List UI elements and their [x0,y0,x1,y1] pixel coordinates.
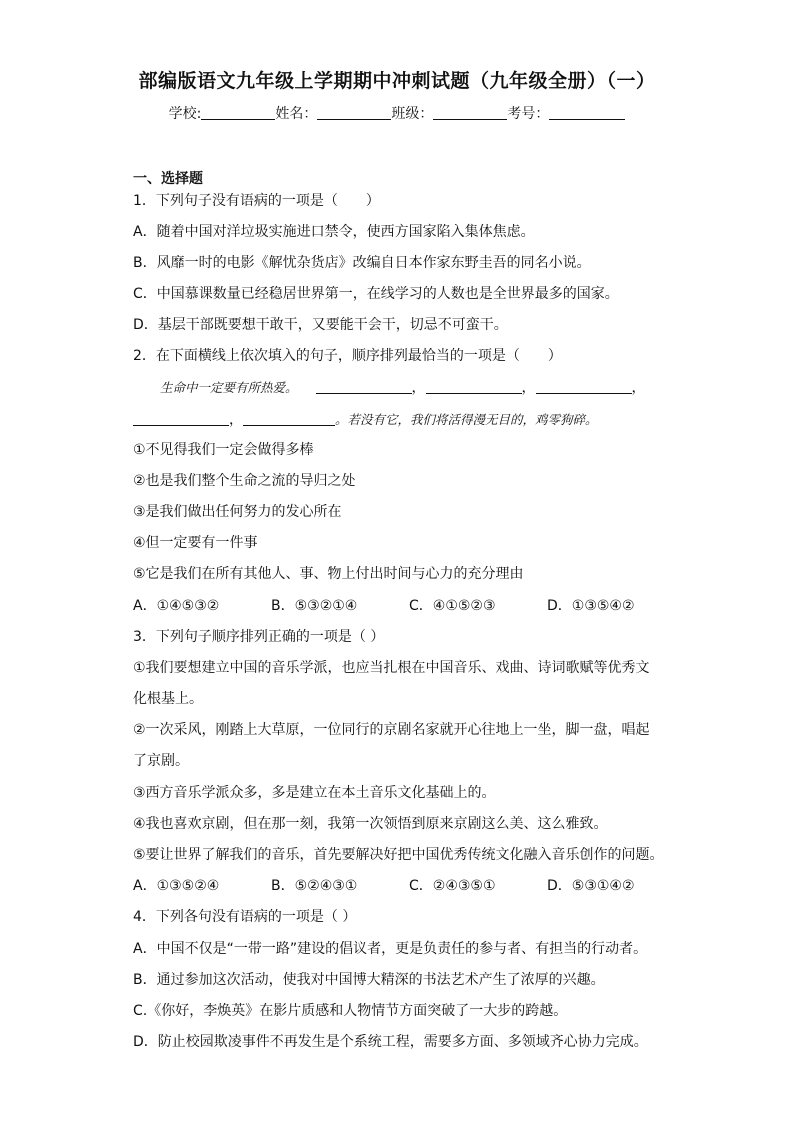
q2-blank-1[interactable] [316,379,412,394]
q2-comma-4: ， [229,412,243,428]
q3-option-c: C．②④③⑤① [409,878,496,894]
q3-option-a: A．①③⑤②④ [133,878,220,894]
q2-option-c: C．④①⑤②③ [409,598,496,614]
class-label: 班级： [391,106,434,122]
q2-item-1: ①不见得我们一定会做得多棒 [133,442,314,458]
q2-passage-line-1 [160,378,646,398]
q4-option-d: D．防止校园欺凌事件不再发生是个系统工程，需要多方面、多领域齐心协力完成。 [133,1034,648,1050]
q2-blank-2[interactable] [426,379,522,394]
q2-item-4: ④但一定要有一件事 [133,535,258,551]
q2-item-3: ③是我们做出任何努力的发心所在 [133,504,342,520]
q4-option-c: C.《你好，李焕英》在影片质感和人物情节方面突破了一大步的跨越。 [133,1003,568,1019]
q3-item-1-line-2: 化根基上。 [133,691,203,707]
q2-comma-3: ， [631,380,646,396]
student-info-line [0,103,794,123]
q2-comma-1: ， [411,380,426,396]
q2-blank-4[interactable] [133,411,229,426]
q2-option-a: A．①④⑤③② [133,598,220,614]
page-title: 部编版语文九年级上学期期中冲刺试题（九年级全册）（一） [138,70,656,92]
q3-stem: 3．下列句子顺序排列正确的一项是（ ） [133,629,385,645]
q2-item-2: ②也是我们整个生命之流的导归之处 [133,473,356,489]
q2-stem: 2．在下面横线上依次填入的句子，顺序排列最恰当的一项是（ ） [133,348,562,364]
q2-comma-2: ， [521,380,536,396]
q3-item-4: ④我也喜欢京剧，但在那一刻，我第一次领悟到原来京剧这么美、这么雅致。 [133,816,608,832]
q1-option-a: A．随着中国对洋垃圾实施进口禁令，使西方国家陷入集体焦虑。 [133,224,535,240]
exam-number-blank[interactable] [549,105,625,120]
name-label: 姓名： [275,106,318,122]
q3-item-1-line-1: ①我们要想建立中国的音乐学派，也应当扎根在中国音乐、戏曲、诗词歌赋等优秀文 [133,660,650,676]
name-blank[interactable] [317,105,391,120]
q3-item-2-line-2: 了京剧。 [133,753,189,769]
q1-option-c: C．中国慕课数量已经稳居世界第一，在线学习的人数也是全世界最多的国家。 [133,286,619,302]
q2-passage-line-2 [133,410,598,430]
q2-blank-3[interactable] [536,379,632,394]
q3-option-b: B．⑤②④③① [271,878,358,894]
q3-options [133,876,635,896]
q1-option-d: D．基层干部既要想干敢干，又要能干会干，切忌不可蛮干。 [133,317,508,333]
q4-option-b: B．通过参加这次活动，使我对中国博大精深的书法艺术产生了浓厚的兴趣。 [133,972,605,988]
school-blank[interactable] [201,105,275,120]
q2-option-b: B．⑤③②①④ [271,598,358,614]
section-title: 一、选择题 [133,171,203,187]
q3-option-d: D．⑤③①④② [547,878,635,894]
q3-item-5: ⑤要让世界了解我们的音乐，首先要解决好把中国优秀传统文化融入音乐创作的问题。 [133,847,664,863]
q4-stem: 4．下列各句没有语病的一项是（ ） [133,909,357,925]
q1-stem: 1．下列句子没有语病的一项是（ ） [133,193,380,209]
q3-item-2-line-1: ②一次采风，刚踏上大草原，一位同行的京剧名家就开心往地上一坐，脚一盘，唱起 [133,722,650,738]
school-label: 学校: [168,106,202,122]
q2-option-d: D．①③⑤④② [547,598,635,614]
q2-options [133,596,635,616]
exam-number-label: 考号： [507,106,550,122]
q2-passage-start: 生命中一定要有所热爱。 [160,380,298,395]
q2-item-5: ⑤它是我们在所有其他人、事、物上付出时间与心力的充分理由 [133,566,524,582]
q3-item-3: ③西方音乐学派众多，多是建立在本土音乐文化基础上的。 [133,785,496,801]
q2-blank-5[interactable] [243,411,335,426]
q4-option-a: A．中国不仅是“一带一路”建设的倡议者，更是负责任的参与者、有担当的行动者。 [133,941,648,957]
q1-option-b: B．风靡一时的电影《解忧杂货店》改编自日本作家东野圭吾的同名小说。 [133,255,591,271]
class-blank[interactable] [433,105,507,120]
q2-passage-end: 。若没有它，我们将活得漫无目的，鸡零狗碎。 [335,412,598,427]
